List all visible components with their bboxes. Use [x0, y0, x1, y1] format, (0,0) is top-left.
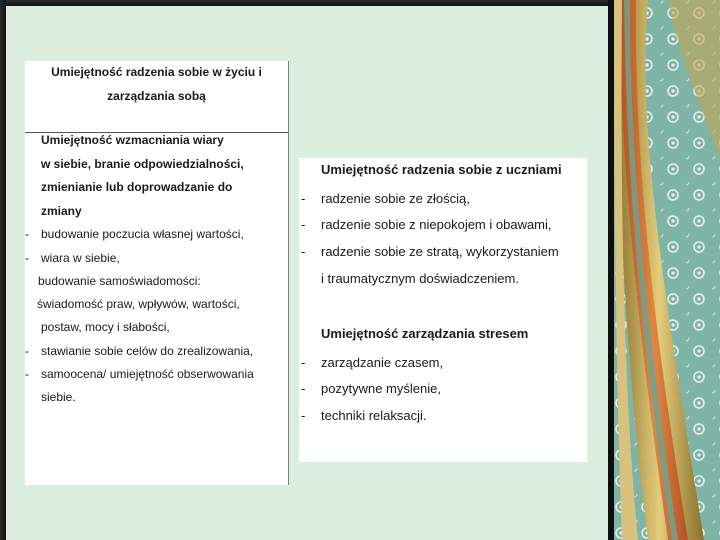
- left-line-6: wiara w siebie,: [41, 251, 120, 265]
- left-line-2: w siebie, branie odpowiedzialności,: [41, 157, 244, 171]
- left-line-1: Umiejętność wzmacniania wiary: [41, 133, 224, 147]
- frame-left: [0, 0, 6, 540]
- left-box-header: [25, 61, 288, 133]
- right-dash-1: -: [301, 191, 306, 206]
- left-content-box: [25, 61, 289, 485]
- right-dash-3: -: [301, 244, 306, 259]
- right-heading-2: Umiejętność zarządzania stresem: [321, 326, 529, 341]
- left-dash-4: -: [25, 367, 29, 381]
- left-line-4: zmiany: [41, 204, 82, 218]
- right-dash-4: -: [301, 355, 306, 370]
- right-item-2: radzenie sobie z niepokojem i obawami,: [321, 217, 552, 232]
- left-line-11: samoocena/ umiejętność obserwowania: [41, 367, 254, 381]
- left-dash-2: -: [25, 251, 29, 265]
- left-line-7: budowanie samoświadomości:: [38, 274, 201, 288]
- right-item-1: radzenie sobie ze złością,: [321, 191, 470, 206]
- right-item-3: radzenie sobie ze stratą, wykorzystaniem: [321, 244, 559, 259]
- decorative-drape-image: [608, 0, 720, 540]
- right-dash-2: -: [301, 217, 306, 232]
- left-line-9: postaw, mocy i słabości,: [41, 320, 170, 334]
- right-item-7: techniki relaksacji.: [321, 408, 427, 423]
- right-item-6: pozytywne myślenie,: [321, 381, 441, 396]
- left-line-5: budowanie poczucia własnej wartości,: [41, 227, 244, 241]
- right-item-5: zarządzanie czasem,: [321, 355, 444, 370]
- right-item-4: i traumatycznym doświadczeniem.: [321, 271, 519, 286]
- right-dash-6: -: [301, 408, 306, 423]
- right-dash-5: -: [301, 381, 306, 396]
- left-dash-3: -: [25, 344, 29, 358]
- left-dash-1: -: [25, 227, 29, 241]
- left-box-title-line2: zarządzania sobą: [107, 89, 206, 103]
- right-content-box: [299, 158, 587, 462]
- left-line-3: zmienianie lub doprowadzanie do: [41, 180, 233, 194]
- left-line-12: siebie.: [41, 390, 76, 404]
- right-heading-1: Umiejętność radzenia sobie z uczniami: [321, 162, 562, 177]
- left-line-8: świadomość praw, wpływów, wartości,: [37, 297, 240, 311]
- left-line-10: stawianie sobie celów do zrealizowania,: [41, 344, 254, 358]
- left-box-title-line1: Umiejętność radzenia sobie w życiu i: [51, 65, 262, 79]
